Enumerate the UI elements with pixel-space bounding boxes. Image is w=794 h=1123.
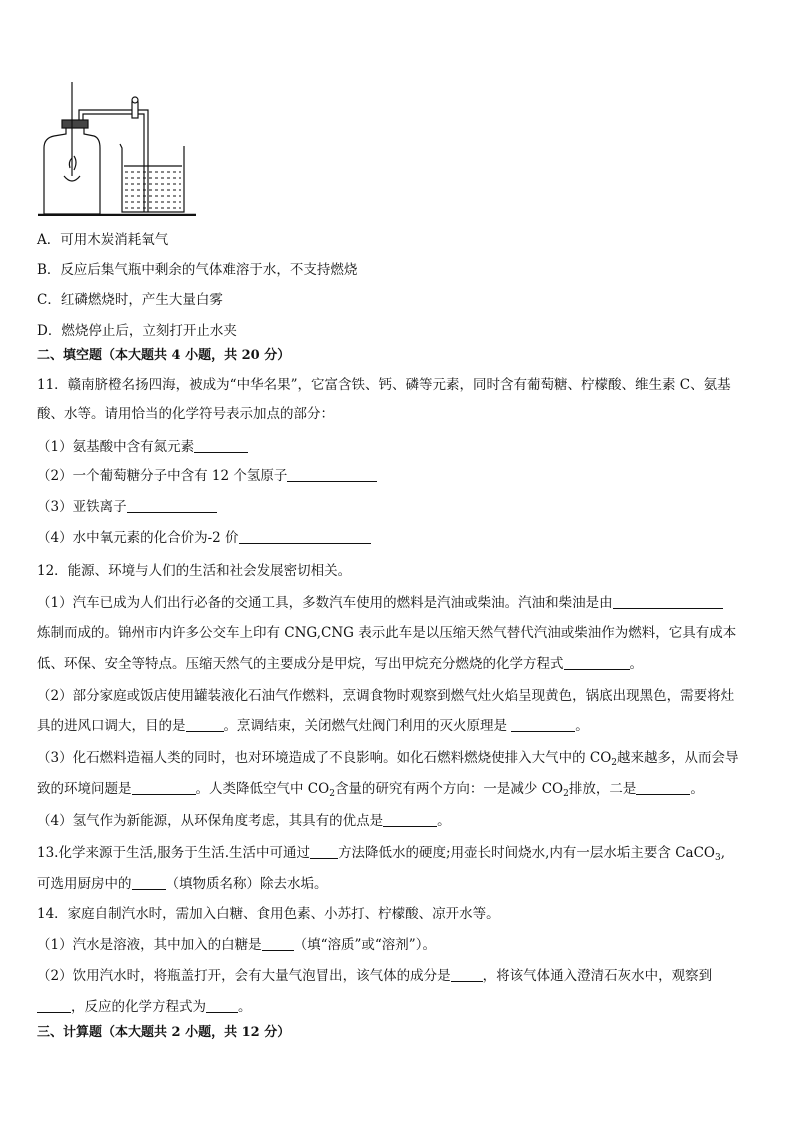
q14-part2 <box>37 966 712 986</box>
q14-stem: 14．家庭自制汽水时，需加入白糖、食用色素、小苏打、柠檬酸、凉开水等。 <box>37 906 500 922</box>
answer-blank[interactable] <box>239 529 371 544</box>
q13-text-a: 13.化学来源于生活,服务于生活.生活中可通过 <box>37 845 311 861</box>
answer-blank[interactable] <box>613 594 723 609</box>
q11-part4 <box>37 528 371 548</box>
q12-part3-text-b: 越来越多，从而会导 <box>617 750 739 766</box>
answer-blank[interactable] <box>132 780 196 795</box>
answer-blank[interactable] <box>636 780 690 795</box>
q14-part2-text-b: ，将该气体通入澄清石灰水中，观察到 <box>482 968 713 984</box>
q12-part1-line2: 炼制而成的。锦州市内许多公交车上印有 CNG,CNG 表示此车是以压缩天然气替代汽油或柴油作为燃料，它具有成本 <box>37 625 737 641</box>
section-calculation-title: 三、计算题（本大题共 2 小题，共 12 分） <box>37 1025 291 1040</box>
option-c: C．红磷燃烧时，产生大量白雾 <box>37 292 223 308</box>
q14-part1 <box>37 935 436 955</box>
subscript: 3 <box>714 853 721 863</box>
q11-stem-line1: 11．赣南脐橙名扬四海，被成为“中华名果”，它富含铁、钙、磷等元素，同时含有葡萄糖、柠檬酸、维生素 C、氨基 <box>37 377 731 393</box>
q13-text-d: （填物质名称）除去水垢。 <box>165 876 328 892</box>
answer-blank[interactable] <box>127 498 217 513</box>
q14-part1-text-a: （1）汽水是溶液，其中加入的白糖是 <box>37 937 262 953</box>
subscript: 2 <box>329 789 335 799</box>
answer-blank[interactable] <box>206 998 238 1013</box>
apparatus-diagram <box>38 76 198 216</box>
answer-blank[interactable] <box>310 844 338 859</box>
q12-part3-text-d: 。人类降低空气中 CO <box>195 781 330 797</box>
q11-stem-line2: 酸、水等。请用恰当的化学符号表示加点的部分： <box>37 406 334 422</box>
subscript: 2 <box>563 789 569 799</box>
q12-part4-text: （4）氢气作为新能源，从环保角度考虑，其具有的优点是 <box>37 813 384 829</box>
q12-part1-line3-text: 低、环保、安全等特点。压缩天然气的主要成分是甲烷，写出甲烷充分燃烧的化学方程式 <box>37 656 564 672</box>
q14-part2-text-a: （2）饮用汽水时，将瓶盖打开，会有大量气泡冒出，该气体的成分是 <box>37 968 451 984</box>
q12-part3-line1 <box>37 748 739 768</box>
q12-part3-text-a: （3）化石燃料造福人类的同时，也对环境造成了不良影响。如化石燃料燃烧使排入大气中的 CO <box>37 750 612 766</box>
q12-part3-text-c: 致的环境问题是 <box>37 781 132 797</box>
q11-part3-text: （3）亚铁离子 <box>37 499 127 515</box>
q14-part3-text-b: 。 <box>238 999 252 1015</box>
period: 。 <box>629 656 643 672</box>
q13-line2 <box>37 874 328 894</box>
answer-blank[interactable] <box>383 812 437 827</box>
q12-part3-text-e: 含量的研究有两个方向：一是减少 CO <box>334 781 564 797</box>
q13-text-c: 可选用厨房中的 <box>37 876 132 892</box>
q12-part1-line1 <box>37 593 723 613</box>
q11-part1 <box>37 437 248 457</box>
subscript: 2 <box>611 758 618 768</box>
answer-blank[interactable] <box>194 438 248 453</box>
answer-blank[interactable] <box>132 875 166 890</box>
q13-text-b: 方法降低水的硬度;用壶长时间烧水,内有一层水垢主要含 CaCO <box>338 845 715 861</box>
answer-blank[interactable] <box>287 467 377 482</box>
option-d: D．燃烧停止后，立刻打开止水夹 <box>37 323 237 339</box>
q13-line1 <box>37 843 725 863</box>
q14-part3 <box>37 997 252 1017</box>
answer-blank[interactable] <box>564 655 630 670</box>
answer-blank[interactable] <box>186 717 224 732</box>
q11-part3 <box>37 497 217 517</box>
q12-stem: 12．能源、环境与人们的生活和社会发展密切相关。 <box>37 563 352 579</box>
q12-part1-text: （1）汽车已成为人们出行必备的交通工具，多数汽车使用的燃料是汽油或柴油。汽油和柴油是由 <box>37 595 613 611</box>
period: 。 <box>690 781 704 797</box>
comma: , <box>720 845 725 861</box>
option-a: A．可用木炭消耗氧气 <box>37 232 169 248</box>
q12-part3-line2 <box>37 779 704 799</box>
q11-part2 <box>37 466 377 486</box>
period: 。 <box>437 813 451 829</box>
q12-part2-text-a: 具的进风口调大，目的是 <box>37 718 186 734</box>
answer-blank[interactable] <box>37 998 71 1013</box>
q12-part2-line1: （2）部分家庭或饭店使用罐装液化石油气作燃料，烹调食物时观察到燃气灶火焰呈现黄色，锅底出现黑色，需要将灶 <box>37 688 735 704</box>
q14-part3-text-a: ，反应的化学方程式为 <box>71 999 206 1015</box>
answer-blank[interactable] <box>451 967 483 982</box>
q11-part1-text: （1）氨基酸中含有氮元素 <box>37 439 195 455</box>
q14-part1-text-b: （填“溶质”或“溶剂”）。 <box>293 937 436 953</box>
section-fill-in-title: 二、填空题（本大题共 4 小题，共 20 分） <box>37 348 291 363</box>
q11-part4-text: （4）水中氧元素的化合价为-2 价 <box>37 530 239 546</box>
q12-part2-line2 <box>37 716 589 736</box>
q12-part3-text-f: 排放，二是 <box>568 781 637 797</box>
option-b: B．反应后集气瓶中剩余的气体难溶于水，不支持燃烧 <box>37 262 358 278</box>
answer-blank[interactable] <box>262 936 294 951</box>
answer-blank[interactable] <box>511 717 575 732</box>
q12-part1-line3 <box>37 654 643 674</box>
q11-part2-text: （2）一个葡萄糖分子中含有 12 个氢原子 <box>37 468 288 484</box>
period: 。 <box>575 718 589 734</box>
q12-part2-text-b: 。烹调结束，关闭燃气灶阀门利用的灭火原理是 <box>223 718 512 734</box>
q12-part4 <box>37 811 451 831</box>
